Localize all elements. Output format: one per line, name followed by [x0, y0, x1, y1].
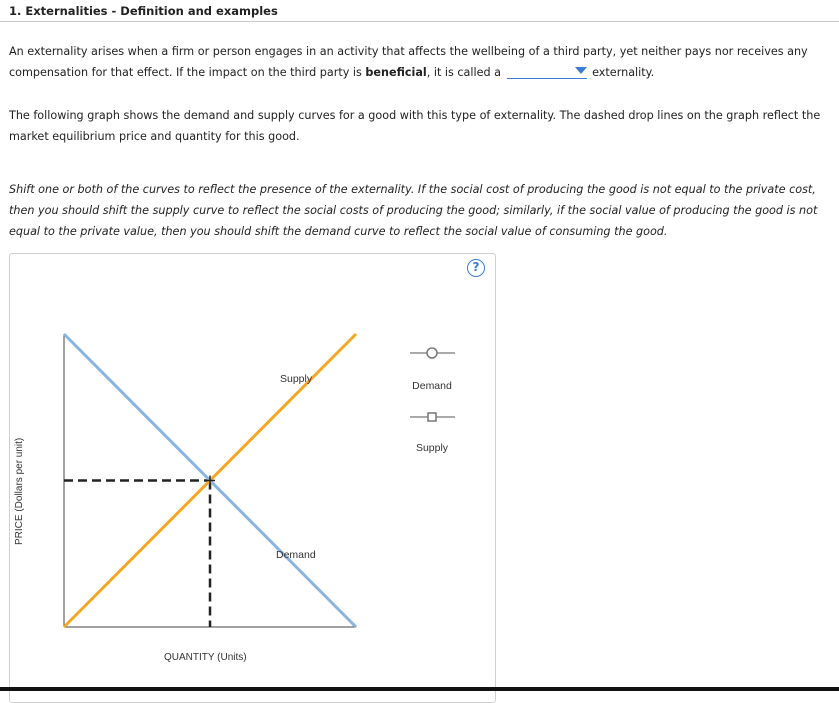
graph-intro-paragraph: The following graph shows the demand and supply curves for a good with this type of externality. The dashed drop lines on the graph reflect the market equilibrium price and quantity for this good.	[9, 109, 821, 143]
demand-curve-label: Demand	[276, 549, 316, 561]
intro-text-middle: , it is called a	[426, 66, 501, 79]
intro-text-after: externality.	[588, 66, 655, 79]
intro-text-before: An externality arises when a firm or person engages in an activity that affects the wellbeing of a third party, yet neither pays nor receives any compensation for that effect. If the impact on the third party is	[9, 45, 808, 79]
instructions-paragraph: Shift one or both of the curves to reflect the presence of the externality. If the social cost of producing the good is not equal to the private cost, then you should shift the supply curve to reflect the social costs of producing the good; similarly, if the social value of producing the good is not equal to the private value, then you should shift the demand curve to reflect the social value of consuming the good.	[9, 183, 818, 238]
legend-supply-label: Supply	[415, 442, 449, 454]
supply-curve-label: Supply	[280, 373, 313, 385]
x-axis-label: QUANTITY (Units)	[164, 652, 247, 663]
question-title: 1. Externalities - Definition and examples	[9, 4, 278, 18]
bottom-edge-bar	[0, 687, 839, 691]
legend-demand-label: Demand	[412, 380, 452, 392]
help-icon[interactable]: ?	[467, 259, 485, 277]
legend-supply-marker[interactable]	[410, 413, 455, 421]
y-axis-label: PRICE (Dollars per unit)	[14, 437, 25, 545]
legend-demand-marker[interactable]	[410, 348, 455, 358]
intro-bold-word: beneficial	[365, 66, 427, 79]
